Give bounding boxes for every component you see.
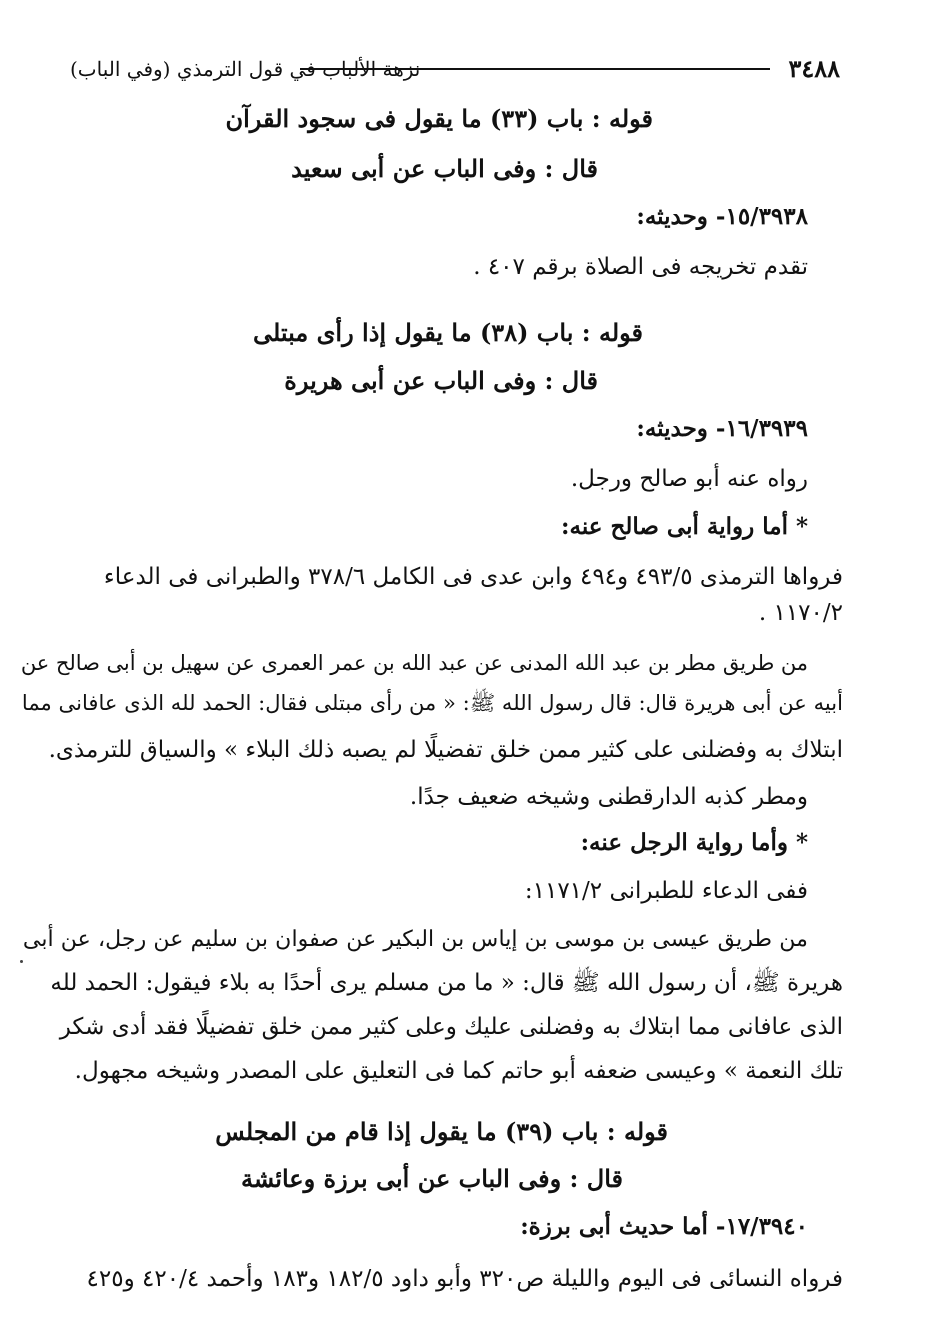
body-line: ومطر كذبه الدارقطنى وشيخه ضعيف جدًا. xyxy=(409,784,808,810)
body-line: تلك النعمة » وعيسى ضعفه أبو حاتم كما فى التعليق على المصدر وشيخه مجهول. xyxy=(74,1058,843,1084)
chapter-subheading: قال : وفى الباب عن أبى سعيد xyxy=(291,154,598,183)
body-line: هريرة ﷺ، أن رسول الله ﷺ قال: « ما من مسلم يرى أحدًا به بلاء فيقول: الحمد لله xyxy=(50,970,843,996)
scan-speck xyxy=(20,960,23,963)
hadith-number: ١٧/٣٩٤٠- أما حديث أبى برزة: xyxy=(520,1213,808,1240)
body-line: ابتلاك به وفضلنى على كثير ممن خلق تفضيلًا لم يصبه ذلك البلاء » والسياق للترمذى. xyxy=(48,737,843,763)
body-line: تقدم تخريجه فى الصلاة برقم ٤٠٧ . xyxy=(473,254,808,280)
body-line: فرواه النسائى فى اليوم والليلة ص٣٢٠ وأبو داود ١٨٢/٥ و١٨٣ وأحمد ٤٢٠/٤ و٤٢٥ xyxy=(86,1266,843,1292)
body-line: من طريق عيسى بن موسى بن إياس بن البكير عن صفوان بن سليم عن رجل، عن أبى xyxy=(22,926,808,952)
body-line: ففى الدعاء للطبرانى ١١٧١/٢: xyxy=(524,878,808,904)
body-line: فرواها الترمذى ٤٩٣/٥ و٤٩٤ وابن عدى فى الكامل ٣٧٨/٦ والطبرانى فى الدعاء xyxy=(103,564,843,590)
body-line: من طريق مطر بن عبد الله المدنى عن عبد الله بن عمر العمرى عن سهيل بن أبى صالح عن xyxy=(20,651,808,675)
narration-heading: * وأما رواية الرجل عنه: xyxy=(580,829,808,856)
hadith-number: ١٦/٣٩٣٩- وحديثه: xyxy=(636,415,808,442)
narration-heading: * أما رواية أبى صالح عنه: xyxy=(561,513,808,540)
running-title: نزهة الألباب في قول الترمذي (وفي الباب) xyxy=(70,57,421,81)
body-line: أبيه عن أبى هريرة قال: قال رسول الله ﷺ: « من رأى مبتلى فقال: الحمد لله الذى عافانى مما xyxy=(21,690,843,715)
body-line: ١١٧٠/٢ . xyxy=(758,600,843,626)
body-line: رواه عنه أبو صالح ورجل. xyxy=(570,466,808,492)
chapter-subheading: قال : وفى الباب عن أبى برزة وعائشة xyxy=(241,1164,623,1193)
page-number: ٣٤٨٨ xyxy=(788,54,840,83)
running-header xyxy=(70,52,840,88)
chapter-heading: قوله : باب (٣٩) ما يقول إذا قام من المجلس xyxy=(215,1117,668,1146)
chapter-heading: قوله : باب (٣٣) ما يقول فى سجود القرآن xyxy=(225,104,653,133)
chapter-heading: قوله : باب (٣٨) ما يقول إذا رأى مبتلى xyxy=(252,318,643,347)
body-line: الذى عافانى مما ابتلاك به وفضلنى عليك وعلى كثير ممن خلق تفضيلًا فقد أدى شكر xyxy=(59,1014,843,1040)
chapter-subheading: قال : وفى الباب عن أبى هريرة xyxy=(284,366,598,395)
hadith-number: ١٥/٣٩٣٨- وحديثه: xyxy=(636,203,808,230)
